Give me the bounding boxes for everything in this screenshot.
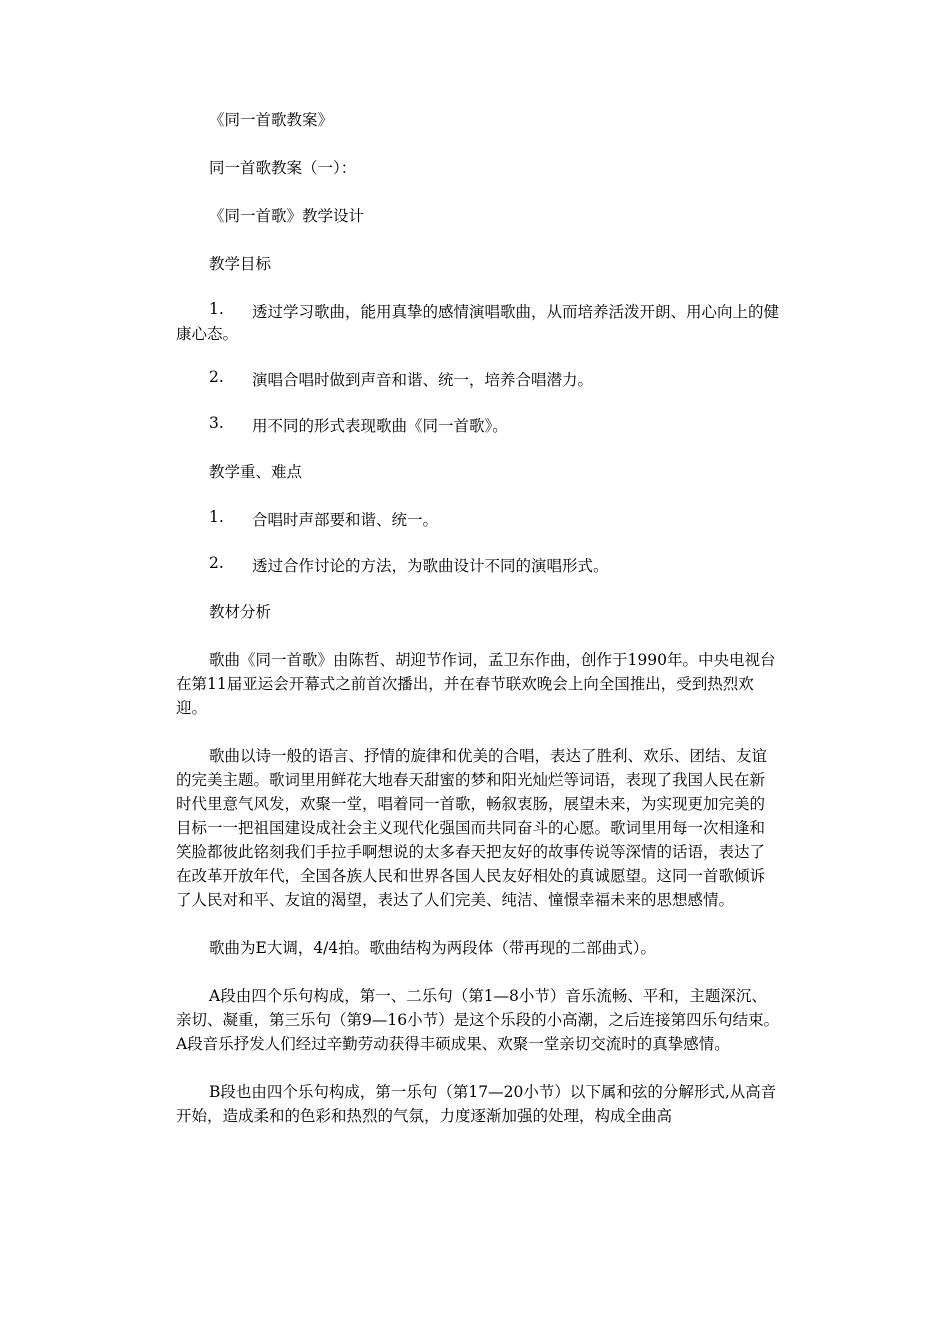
goal-item [176, 300, 780, 344]
key-point-text: 合唱时声部要和谐、统一。 [252, 511, 439, 529]
analysis-paragraph: A段由四个乐句构成，第一、二乐句（第1—8小节）音乐流畅、平和，主题深沉、亲切、凝重，第三乐句（第9—16小节）是这个乐段的小高潮，之后连接第四乐句结束。A段音乐抒发人们经过辛勤劳动获得丰硕成果、欢聚一堂亲切交流时的真挚感情。 [176, 987, 780, 1053]
document-subtitle: 同一首歌教案（一）： [209, 159, 357, 177]
goal-text: 演唱合唱时做到声音和谐、统一，培养合唱潜力。 [252, 371, 594, 389]
key-point-number: 2. [209, 554, 224, 572]
goal-number: 2. [209, 368, 224, 386]
analysis-heading: 教材分析 [209, 603, 272, 621]
goal-item [176, 368, 780, 390]
key-point-number: 1. [209, 508, 224, 526]
document-title: 《同一首歌教案》 [209, 111, 334, 129]
design-title: 《同一首歌》教学设计 [209, 207, 365, 225]
goal-text: 用不同的形式表现歌曲《同一首歌》。 [252, 417, 508, 435]
analysis-paragraph: 歌曲为E大调，4/4拍。歌曲结构为两段体（带再现的二部曲式）。 [209, 939, 657, 957]
analysis-paragraph: B段也由四个乐句构成，第一乐句（第17—20小节）以下属和弦的分解形式,从高音开始，造成柔和的色彩和热烈的气氛，力度逐渐加强的处理，构成全曲高 [176, 1083, 777, 1125]
goals-heading: 教学目标 [209, 255, 272, 273]
goal-item [176, 414, 780, 436]
analysis-paragraph: 歌曲以诗一般的语言、抒情的旋律和优美的合唱，表达了胜利、欢乐、团结、友谊的完美主题。歌词里用鲜花大地春天甜蜜的梦和阳光灿烂等词语，表现了我国人民在新时代里意气风发，欢聚一堂，唱着同一首歌，畅叙衷肠，展望未来，为实现更加完美的目标一一把祖国建设成社会主义现代化强国而共同奋斗的心愿。歌词里用每一次相逢和笑脸都彼此铭刻我们手拉手啊想说的太多春天把友好的故事传说等深情的话语，表达了在改革开放年代，全国各族人民和世界各国人民友好相处的真诚愿望。这同一首歌倾诉了人民对和平、友谊的渴望，表达了人们完美、纯洁、憧憬幸福未来的思想感情。 [176, 747, 768, 909]
analysis-paragraph: 歌曲《同一首歌》由陈哲、胡迎节作词，孟卫东作曲，创作于1990年。中央电视台在第11届亚运会开幕式之前首次播出，并在春节联欢晚会上向全国推出，受到热烈欢迎。 [176, 651, 776, 717]
key-point-item [176, 508, 780, 530]
goal-text: 透过学习歌曲，能用真挚的感情演唱歌曲，从而培养活泼开朗、用心向上的健康心态。 [176, 303, 780, 343]
goal-number: 3. [209, 414, 224, 432]
key-point-text: 透过合作讨论的方法，为歌曲设计不同的演唱形式。 [252, 557, 609, 575]
key-points-heading: 教学重、难点 [209, 463, 303, 481]
key-point-item [176, 554, 780, 576]
goal-number: 1. [209, 300, 224, 318]
document-body [176, 108, 780, 1152]
